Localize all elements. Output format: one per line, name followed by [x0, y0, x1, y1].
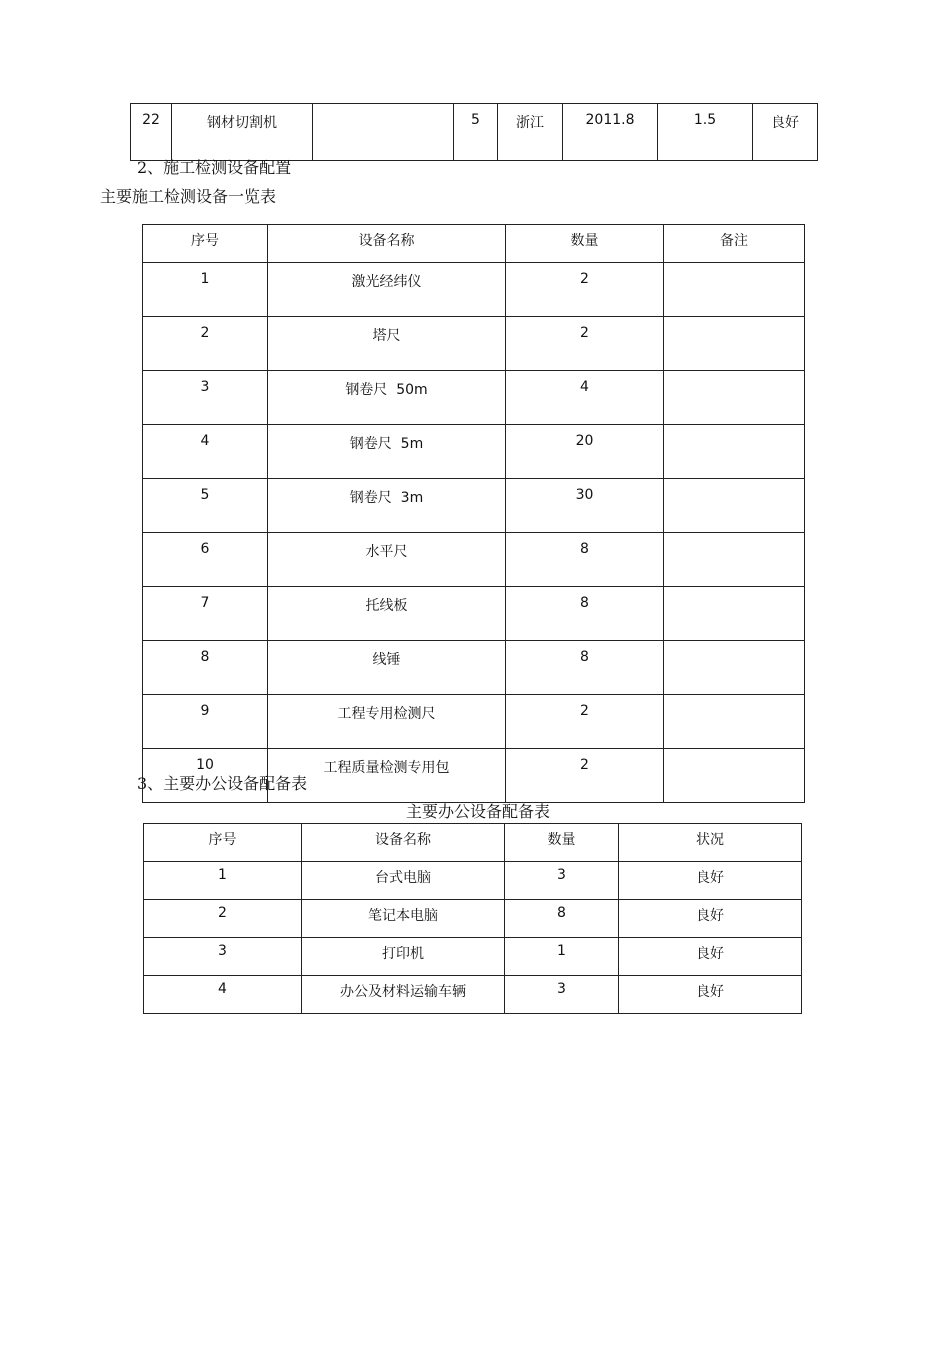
table-row: [143, 533, 805, 587]
table-row: [143, 425, 805, 479]
cell-quantity: 5: [454, 104, 498, 161]
table-title-office: 主要办公设备配备表: [406, 802, 551, 821]
cell-index: 1: [144, 862, 302, 900]
cell-index: 6: [143, 533, 268, 587]
cell-quantity: 2: [506, 695, 664, 749]
table-row: [144, 900, 802, 938]
cell-model: [313, 104, 454, 161]
cell-quantity: 3: [505, 862, 619, 900]
cell-index: 22: [131, 104, 172, 161]
cell-remarks: [664, 317, 805, 371]
cell-quantity: 8: [506, 587, 664, 641]
header-quantity: 数量: [506, 225, 664, 263]
cell-equipment-name: 线锤: [268, 641, 506, 695]
cell-quantity: 1: [505, 938, 619, 976]
section-heading-inspection: 2、施工检测设备配置: [137, 158, 292, 177]
inspection-equipment-table: [142, 224, 805, 803]
cell-quantity: 8: [506, 533, 664, 587]
table-caption-inspection: 主要施工检测设备一览表: [100, 187, 277, 206]
office-equipment-table: [143, 823, 802, 1014]
table-row: [131, 104, 818, 161]
cell-index: 2: [143, 317, 268, 371]
header-quantity: 数量: [505, 824, 619, 862]
cell-status: 良好: [619, 976, 802, 1014]
cell-equipment-name: 钢材切割机: [172, 104, 313, 161]
equipment-table-continued: [130, 103, 818, 161]
cell-quantity: 4: [506, 371, 664, 425]
table-row: [143, 263, 805, 317]
cell-index: 5: [143, 479, 268, 533]
cell-remarks: [664, 425, 805, 479]
cell-status: 良好: [753, 104, 818, 161]
cell-quantity: 30: [506, 479, 664, 533]
cell-quantity: 2: [506, 749, 664, 803]
cell-status: 良好: [619, 900, 802, 938]
table-header-row: [143, 225, 805, 263]
cell-equipment-name: 工程专用检测尺: [268, 695, 506, 749]
cell-remarks: [664, 263, 805, 317]
cell-index: 4: [144, 976, 302, 1014]
header-remarks: 备注: [664, 225, 805, 263]
cell-year: 2011.8: [563, 104, 658, 161]
cell-quantity: 2: [506, 317, 664, 371]
table-row: [143, 587, 805, 641]
cell-equipment-name: 钢卷尺 5m: [268, 425, 506, 479]
cell-index: 3: [144, 938, 302, 976]
cell-equipment-name: 钢卷尺 50m: [268, 371, 506, 425]
header-equipment-name: 设备名称: [302, 824, 505, 862]
header-index: 序号: [143, 225, 268, 263]
cell-equipment-name: 台式电脑: [302, 862, 505, 900]
cell-index: 7: [143, 587, 268, 641]
table-row: [143, 317, 805, 371]
cell-index: 4: [143, 425, 268, 479]
cell-equipment-name: 激光经纬仪: [268, 263, 506, 317]
section-heading-office: 3、主要办公设备配备表: [137, 774, 308, 793]
table-row: [144, 862, 802, 900]
cell-equipment-name: 钢卷尺 3m: [268, 479, 506, 533]
table-row: [144, 976, 802, 1014]
cell-equipment-name: 笔记本电脑: [302, 900, 505, 938]
cell-remarks: [664, 641, 805, 695]
cell-remarks: [664, 695, 805, 749]
cell-equipment-name: 水平尺: [268, 533, 506, 587]
header-index: 序号: [144, 824, 302, 862]
cell-quantity: 8: [506, 641, 664, 695]
cell-quantity: 8: [505, 900, 619, 938]
cell-remarks: [664, 587, 805, 641]
cell-index: 10: [143, 749, 268, 803]
cell-index: 8: [143, 641, 268, 695]
cell-quantity: 3: [505, 976, 619, 1014]
cell-origin: 浙江: [498, 104, 563, 161]
cell-status: 良好: [619, 938, 802, 976]
cell-remarks: [664, 749, 805, 803]
cell-index: 2: [144, 900, 302, 938]
table-row: [143, 641, 805, 695]
cell-remarks: [664, 533, 805, 587]
cell-equipment-name: 工程质量检测专用包: [268, 749, 506, 803]
cell-index: 1: [143, 263, 268, 317]
table-row: [143, 479, 805, 533]
cell-equipment-name: 托线板: [268, 587, 506, 641]
cell-quantity: 20: [506, 425, 664, 479]
table-row: [144, 938, 802, 976]
table-header-row: [144, 824, 802, 862]
cell-index: 3: [143, 371, 268, 425]
header-status: 状况: [619, 824, 802, 862]
table-row: [143, 371, 805, 425]
header-equipment-name: 设备名称: [268, 225, 506, 263]
cell-quantity: 2: [506, 263, 664, 317]
cell-index: 9: [143, 695, 268, 749]
cell-remarks: [664, 371, 805, 425]
cell-power: 1.5: [658, 104, 753, 161]
cell-equipment-name: 塔尺: [268, 317, 506, 371]
cell-equipment-name: 办公及材料运输车辆: [302, 976, 505, 1014]
cell-remarks: [664, 479, 805, 533]
table-row: [143, 695, 805, 749]
cell-equipment-name: 打印机: [302, 938, 505, 976]
cell-status: 良好: [619, 862, 802, 900]
